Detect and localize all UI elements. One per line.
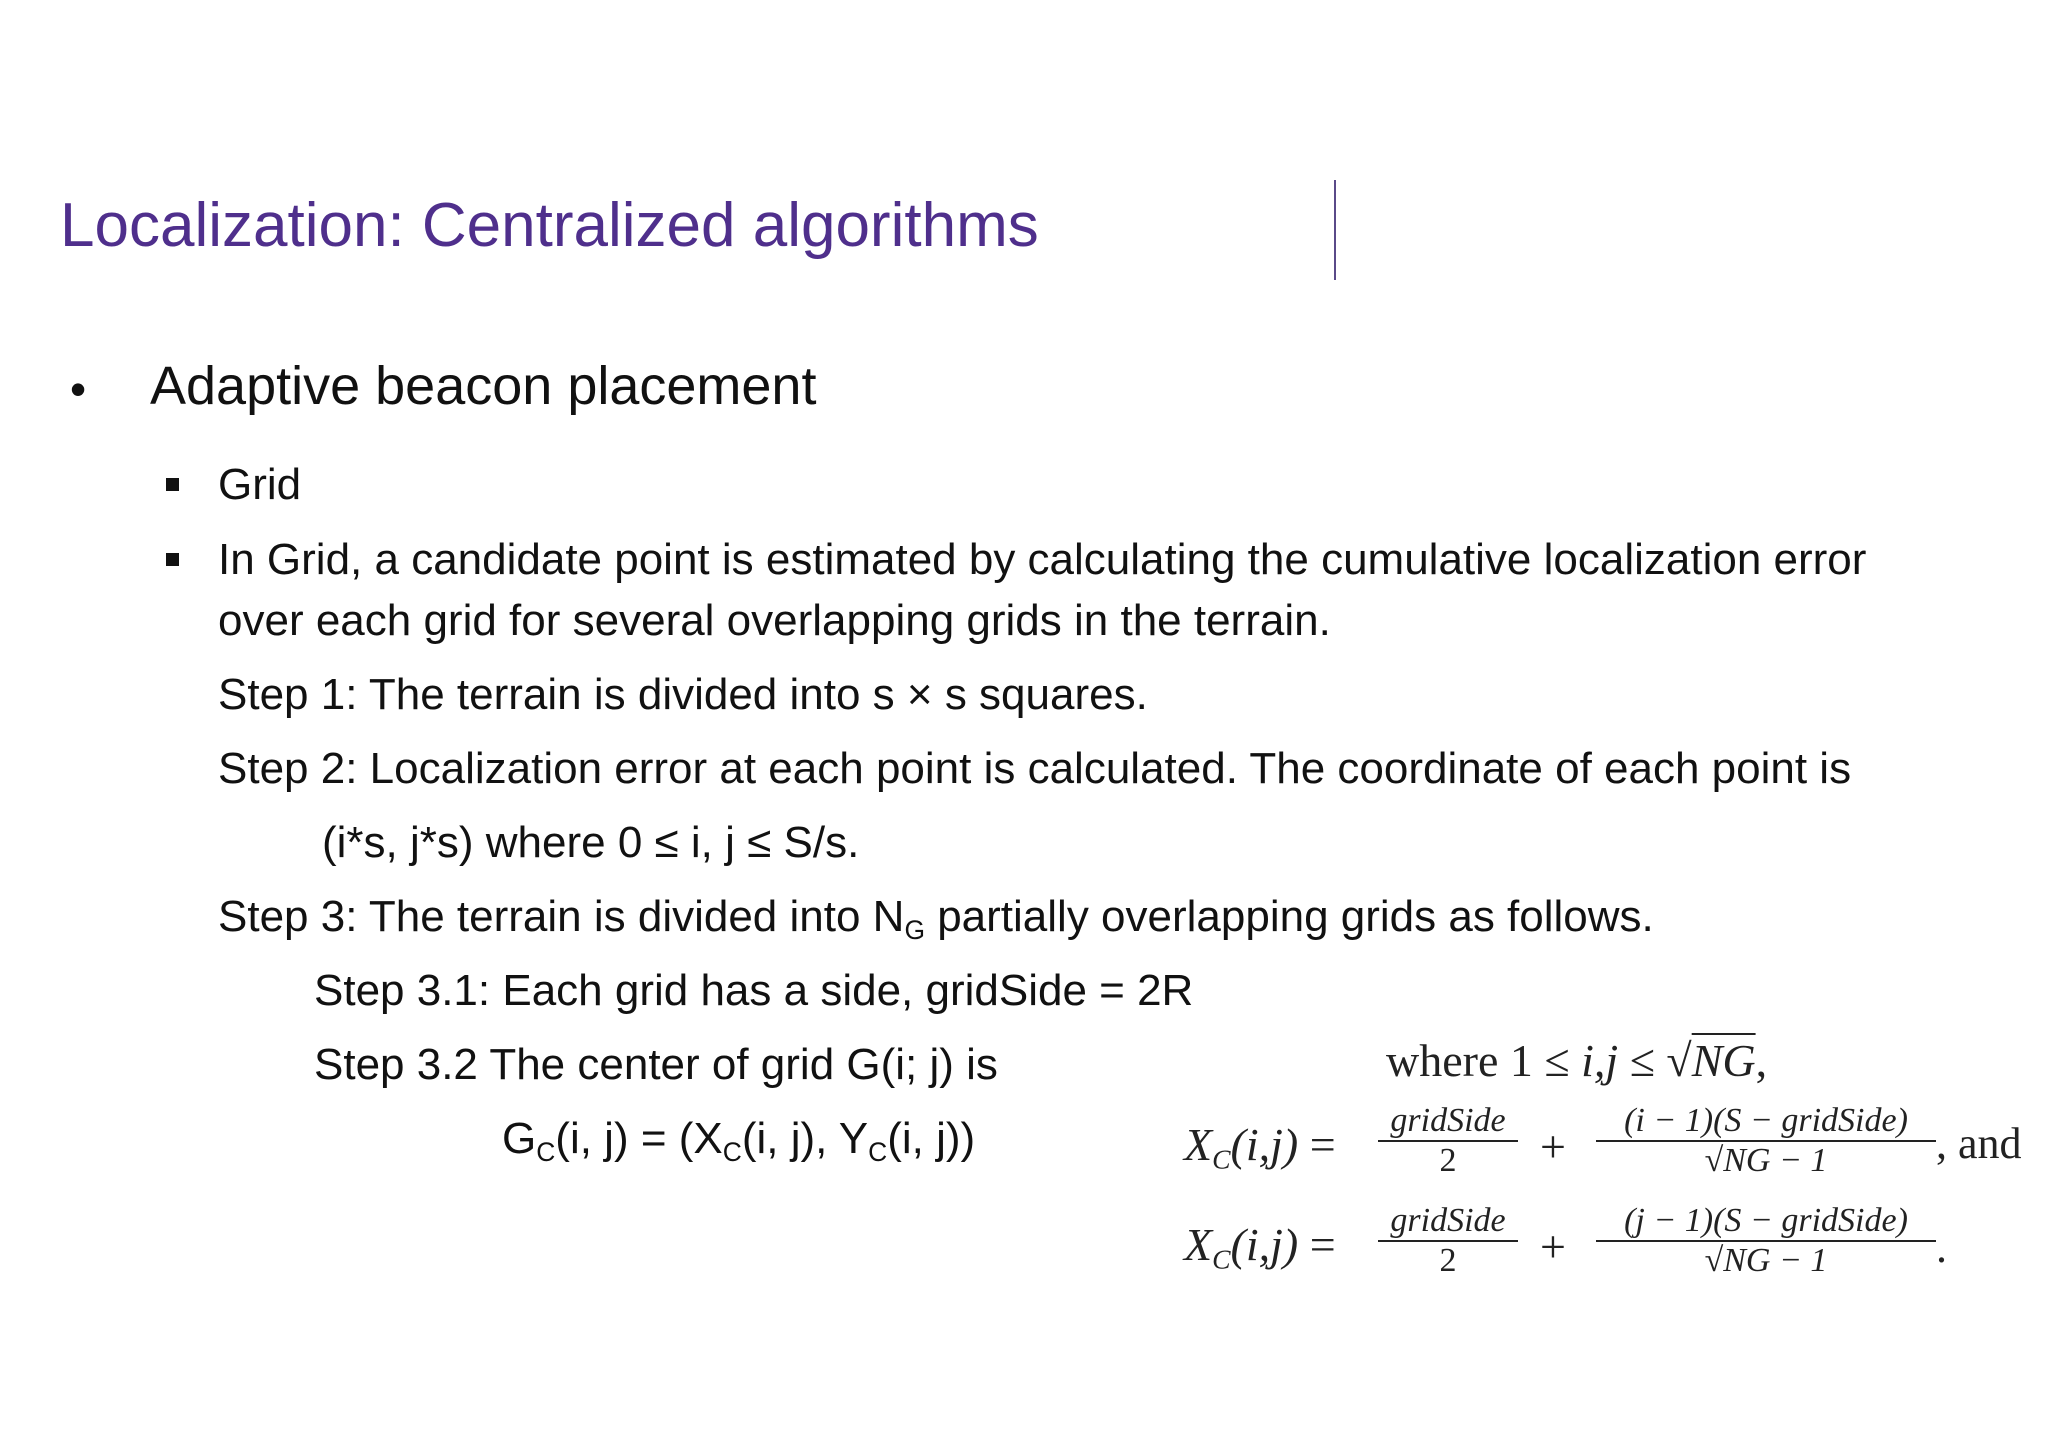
plus-1: +: [1540, 1121, 1566, 1172]
grid-center-definition: [502, 1114, 976, 1167]
slide-title: Localization: Centralized algorithms: [60, 191, 1039, 260]
gc-end: (i, j)): [887, 1114, 976, 1163]
formula-and: , and: [1936, 1119, 2022, 1168]
step-3-1: Step 3.1: Each grid has a side, gridSide = 2R: [314, 966, 1194, 1015]
gc-mid2: (i, j), Y: [741, 1114, 869, 1163]
formula-row1-lhs: [1184, 1118, 1336, 1175]
where-ng: NG: [1691, 1035, 1756, 1086]
gc-x-sub: C: [722, 1136, 742, 1167]
frac-main-1: [1596, 1102, 1936, 1180]
frac4-den: √NG − 1: [1704, 1242, 1828, 1279]
eq-1: =: [1309, 1119, 1336, 1170]
bullet-marker: •: [70, 363, 87, 415]
step-2-line2: (i*s, j*s) where 0 ≤ i, j ≤ S/s.: [322, 818, 860, 867]
eq-2: =: [1309, 1219, 1336, 1270]
square-bullet-icon: [166, 478, 179, 491]
formula-period: .: [1936, 1223, 1947, 1272]
frac2-den: √NG − 1: [1704, 1142, 1828, 1179]
step-3-post: partially overlapping grids as follows.: [924, 892, 1654, 941]
sub-item-description-line2: over each grid for several overlapping grids in the terrain.: [218, 596, 1331, 645]
where-mid: ≤ √: [1618, 1035, 1692, 1086]
frac-gridside-2: [1378, 1202, 1518, 1280]
gc-y-sub: C: [868, 1136, 888, 1167]
where-vars: i,j: [1581, 1035, 1619, 1086]
step-2-line1: Step 2: Localization error at each point is calculated. The coordinate of each point is: [218, 744, 1852, 793]
c-sub-2: C: [1212, 1243, 1231, 1275]
frac-main-2: [1596, 1202, 1936, 1280]
step-3: [218, 892, 1654, 945]
gc-g-sub: C: [536, 1136, 556, 1167]
step-3-2: Step 3.2 The center of grid G(i; j) is: [314, 1040, 998, 1089]
where-pre: where 1 ≤: [1386, 1035, 1582, 1086]
args-2: (i,j): [1230, 1219, 1299, 1270]
gc-mid1: (i, j) = (X: [555, 1114, 723, 1163]
square-bullet-icon: [166, 553, 179, 566]
plus-2: +: [1540, 1221, 1566, 1272]
step-3-pre: Step 3: The terrain is divided into N: [218, 892, 905, 941]
frac-gridside-1: [1378, 1102, 1518, 1180]
step-1: Step 1: The terrain is divided into s × s squares.: [218, 670, 1148, 719]
args-1: (i,j): [1230, 1119, 1299, 1170]
x-lhs-1: X: [1184, 1119, 1213, 1170]
x-lhs-2: X: [1184, 1219, 1213, 1270]
sub-item-grid: Grid: [218, 460, 302, 509]
frac3-den: 2: [1439, 1242, 1457, 1279]
frac2-num: (i − 1)(S − gridSide): [1624, 1102, 1908, 1139]
sub-item-description-line1: In Grid, a candidate point is estimated by calculating the cumulative localization error: [218, 535, 1867, 584]
step-3-sub: G: [904, 914, 925, 945]
where-end: ,: [1755, 1035, 1768, 1086]
frac3-num: gridSide: [1390, 1202, 1506, 1239]
c-sub-1: C: [1212, 1143, 1231, 1175]
gc-g: G: [502, 1114, 537, 1163]
bullet-heading: Adaptive beacon placement: [150, 356, 817, 416]
formula-row2-lhs: [1184, 1218, 1336, 1275]
divider-line: [1334, 180, 1336, 280]
frac1-num: gridSide: [1390, 1102, 1506, 1139]
frac1-den: 2: [1439, 1142, 1457, 1179]
formula-where: [1386, 1034, 1767, 1087]
frac4-num: (j − 1)(S − gridSide): [1624, 1202, 1908, 1239]
